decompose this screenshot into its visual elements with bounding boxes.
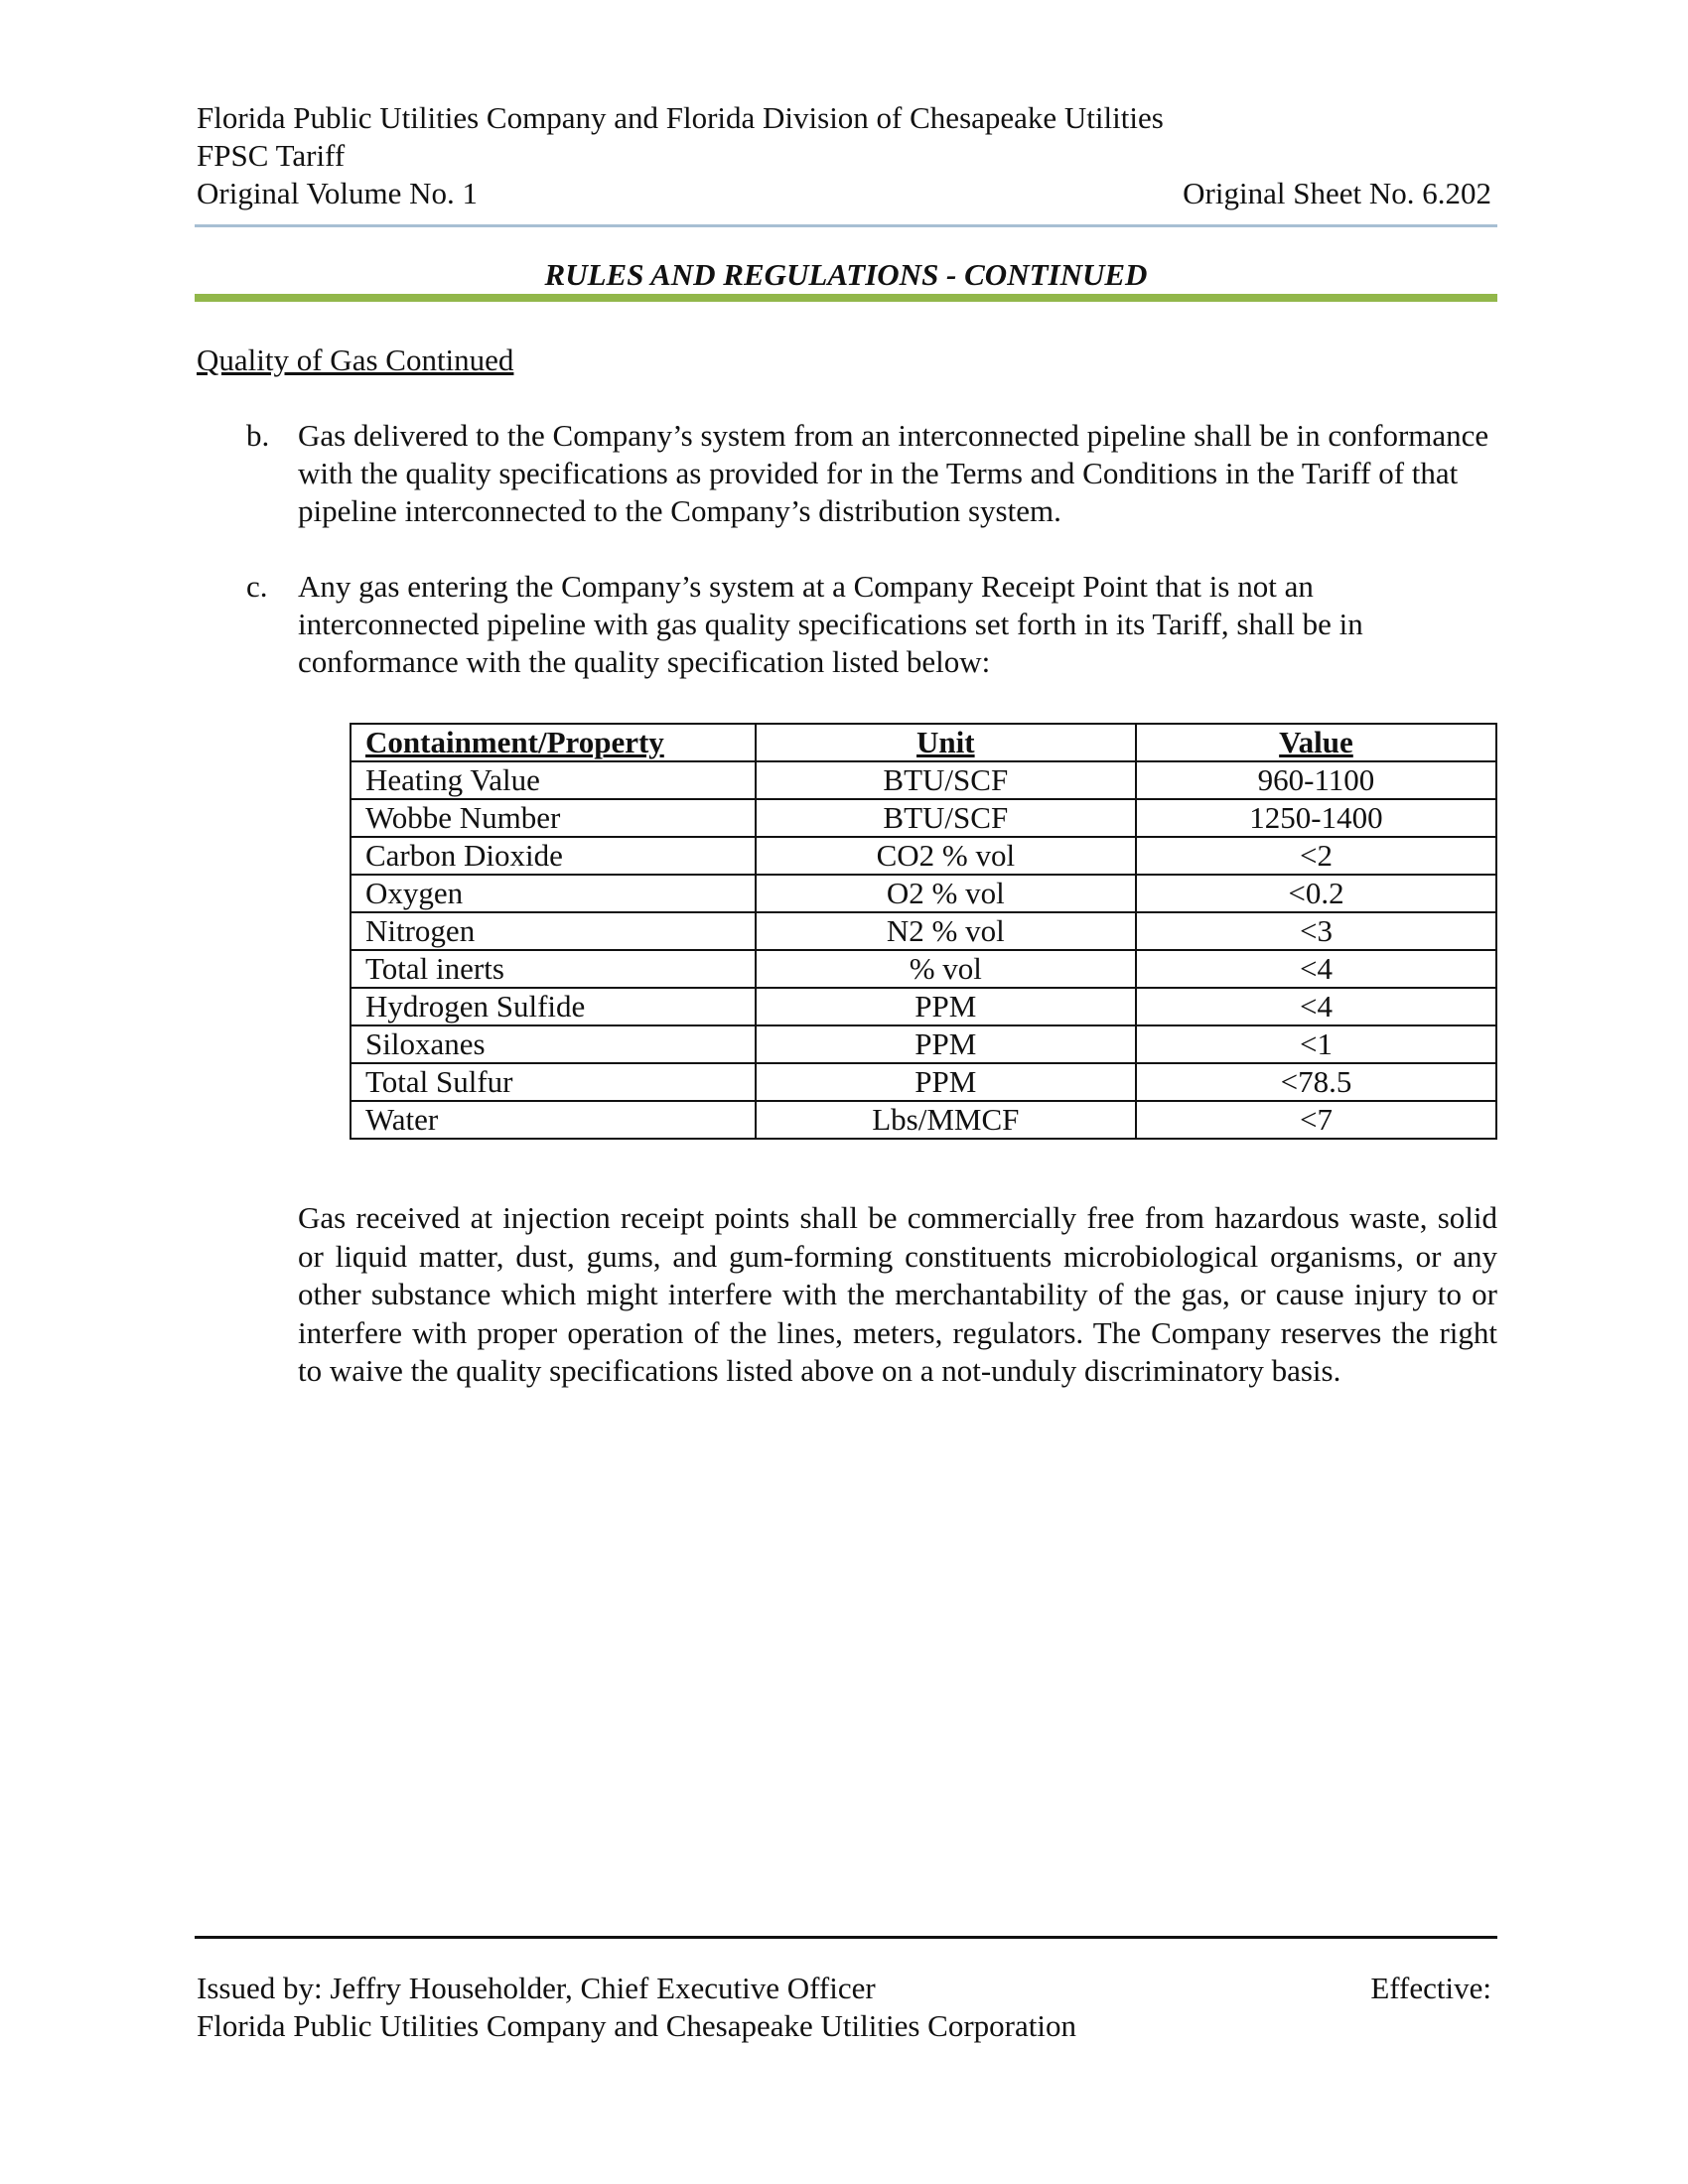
column-header-value: Value xyxy=(1136,724,1496,761)
table-row xyxy=(351,761,1496,799)
cell-property: Oxygen xyxy=(351,875,756,912)
table-row xyxy=(351,912,1496,950)
cell-value: <1 xyxy=(1136,1025,1496,1063)
column-header-property: Containment/Property xyxy=(351,724,756,761)
list-marker: c. xyxy=(246,569,268,604)
table-header-row xyxy=(351,724,1496,761)
list-item-text: Any gas entering the Company’s system at a Company Receipt Point that is not an interconnected pipeline with gas quality specifications set forth in its Tariff, shall be in conformance with the quality specification listed below: xyxy=(298,569,1363,679)
section-heading: Quality of Gas Continued xyxy=(197,342,514,377)
cell-property: Siloxanes xyxy=(351,1025,756,1063)
cell-property: Wobbe Number xyxy=(351,799,756,837)
page-title: RULES AND REGULATIONS - CONTINUED xyxy=(544,257,1148,292)
cell-property: Total inerts xyxy=(351,950,756,988)
cell-unit: CO2 % vol xyxy=(756,837,1136,875)
cell-property: Water xyxy=(351,1101,756,1139)
cell-unit: PPM xyxy=(756,1063,1136,1101)
cell-property: Heating Value xyxy=(351,761,756,799)
table-row xyxy=(351,950,1496,988)
cell-property: Carbon Dioxide xyxy=(351,837,756,875)
cell-value: 960-1100 xyxy=(1136,761,1496,799)
table-row xyxy=(351,799,1496,837)
cell-value: <2 xyxy=(1136,837,1496,875)
list-marker: b. xyxy=(246,418,270,453)
cell-unit: PPM xyxy=(756,1025,1136,1063)
footer-issued-by: Issued by: Jeffry Householder, Chief Executive Officer xyxy=(197,1971,876,2005)
footer-company: Florida Public Utilities Company and Chesapeake Utilities Corporation xyxy=(197,2008,1076,2043)
footer-effective: Effective: xyxy=(1370,1971,1491,2005)
cell-property: Total Sulfur xyxy=(351,1063,756,1101)
cell-value: <0.2 xyxy=(1136,875,1496,912)
list-item-c xyxy=(197,568,1497,681)
header-sheet-number: Original Sheet No. 6.202 xyxy=(1183,176,1491,210)
cell-value: <4 xyxy=(1136,950,1496,988)
cell-property: Hydrogen Sulfide xyxy=(351,988,756,1025)
table-row xyxy=(351,1101,1496,1139)
cell-value: <3 xyxy=(1136,912,1496,950)
cell-unit: % vol xyxy=(756,950,1136,988)
gas-quality-table xyxy=(350,723,1497,1140)
table-row xyxy=(351,1025,1496,1063)
header-divider xyxy=(195,224,1497,227)
cell-unit: BTU/SCF xyxy=(756,761,1136,799)
cell-value: <78.5 xyxy=(1136,1063,1496,1101)
cell-value: 1250-1400 xyxy=(1136,799,1496,837)
cell-unit: N2 % vol xyxy=(756,912,1136,950)
list-item-text: Gas delivered to the Company’s system from an interconnected pipeline shall be in conformance with the quality specifications as provided for in the Terms and Conditions in the Tariff of that pipeline interconnected to the Company’s distribution system. xyxy=(298,418,1489,528)
cell-unit: Lbs/MMCF xyxy=(756,1101,1136,1139)
cell-unit: BTU/SCF xyxy=(756,799,1136,837)
header-tariff: FPSC Tariff xyxy=(197,138,346,173)
title-divider xyxy=(195,294,1497,302)
table-row xyxy=(351,1063,1496,1101)
header-company: Florida Public Utilities Company and Florida Division of Chesapeake Utilities xyxy=(197,100,1164,135)
cell-unit: O2 % vol xyxy=(756,875,1136,912)
cell-value: <4 xyxy=(1136,988,1496,1025)
cell-value: <7 xyxy=(1136,1101,1496,1139)
list-item-b xyxy=(197,417,1497,530)
table-row xyxy=(351,837,1496,875)
cell-unit: PPM xyxy=(756,988,1136,1025)
header-volume: Original Volume No. 1 xyxy=(197,176,479,210)
column-header-unit: Unit xyxy=(756,724,1136,761)
cell-property: Nitrogen xyxy=(351,912,756,950)
table-row xyxy=(351,988,1496,1025)
footer-divider xyxy=(195,1936,1497,1939)
body-paragraph: Gas received at injection receipt points shall be commercially free from hazardous waste, solid or liquid matter, dust, gums, and gum-forming constituents microbiological organisms, or any other substance which might interfere with the merchantability of the gas, or cause injury to or interfere with proper operation of the lines, meters, regulators. The Company reserves the right to waive the quality specifications listed above on a not-unduly discriminatory basis. xyxy=(298,1200,1497,1388)
table-row xyxy=(351,875,1496,912)
